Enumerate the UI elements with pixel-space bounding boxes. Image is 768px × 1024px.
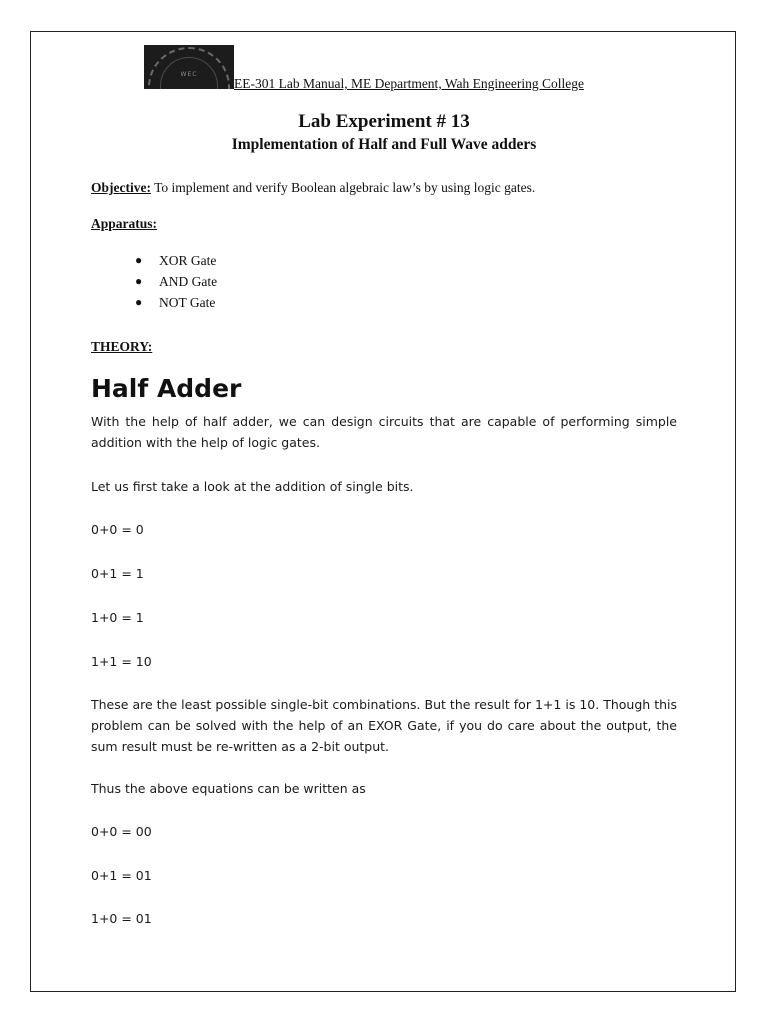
apparatus-label: Apparatus: [91, 216, 158, 231]
bullet-icon: ● [135, 253, 143, 267]
experiment-subtitle: Implementation of Half and Full Wave adders [231, 136, 537, 153]
document-page [30, 31, 736, 992]
theory-label: THEORY: [91, 339, 153, 354]
half-adder-lead: Let us first take a look at the addition of single bits. [91, 479, 414, 494]
equation: 0+1 = 1 [91, 566, 144, 581]
equation: 0+0 = 00 [91, 824, 152, 839]
manual-header: EE-301 Lab Manual, ME Department, Wah Engineering College [234, 76, 584, 91]
bullet-icon: ● [135, 274, 143, 288]
half-adder-heading: Half Adder [91, 374, 242, 403]
apparatus-item: ● AND Gate [131, 271, 217, 292]
half-adder-explanation: These are the least possible single-bit combinations. But the result for 1+1 is 10. Though this problem can be solved with the help of an EXOR Gate, if you do care about the output, the sum result must be re-written as a 2-bit output. [91, 697, 677, 754]
objective-text: To implement and verify Boolean algebraic law’s by using logic gates. [150, 180, 536, 195]
objective-label: Objective: [91, 180, 151, 195]
objective [91, 180, 535, 196]
experiment-title: Lab Experiment # 13 [298, 111, 470, 132]
half-adder-lead-2: Thus the above equations can be written as [91, 781, 366, 796]
college-logo [144, 45, 234, 89]
half-adder-intro: With the help of half adder, we can design circuits that are capable of performing simple addition with the help of logic gates. [91, 414, 677, 450]
equation: 1+0 = 1 [91, 610, 144, 625]
apparatus-item: ● NOT Gate [131, 292, 217, 313]
equation: 1+1 = 10 [91, 654, 152, 669]
equation: 0+0 = 0 [91, 522, 144, 537]
equation: 0+1 = 01 [91, 868, 152, 883]
bullet-icon: ● [135, 295, 143, 309]
apparatus-list [131, 250, 217, 313]
apparatus-item: ● XOR Gate [131, 250, 217, 271]
logo-text: WEC [180, 71, 198, 78]
equation: 1+0 = 01 [91, 911, 152, 926]
